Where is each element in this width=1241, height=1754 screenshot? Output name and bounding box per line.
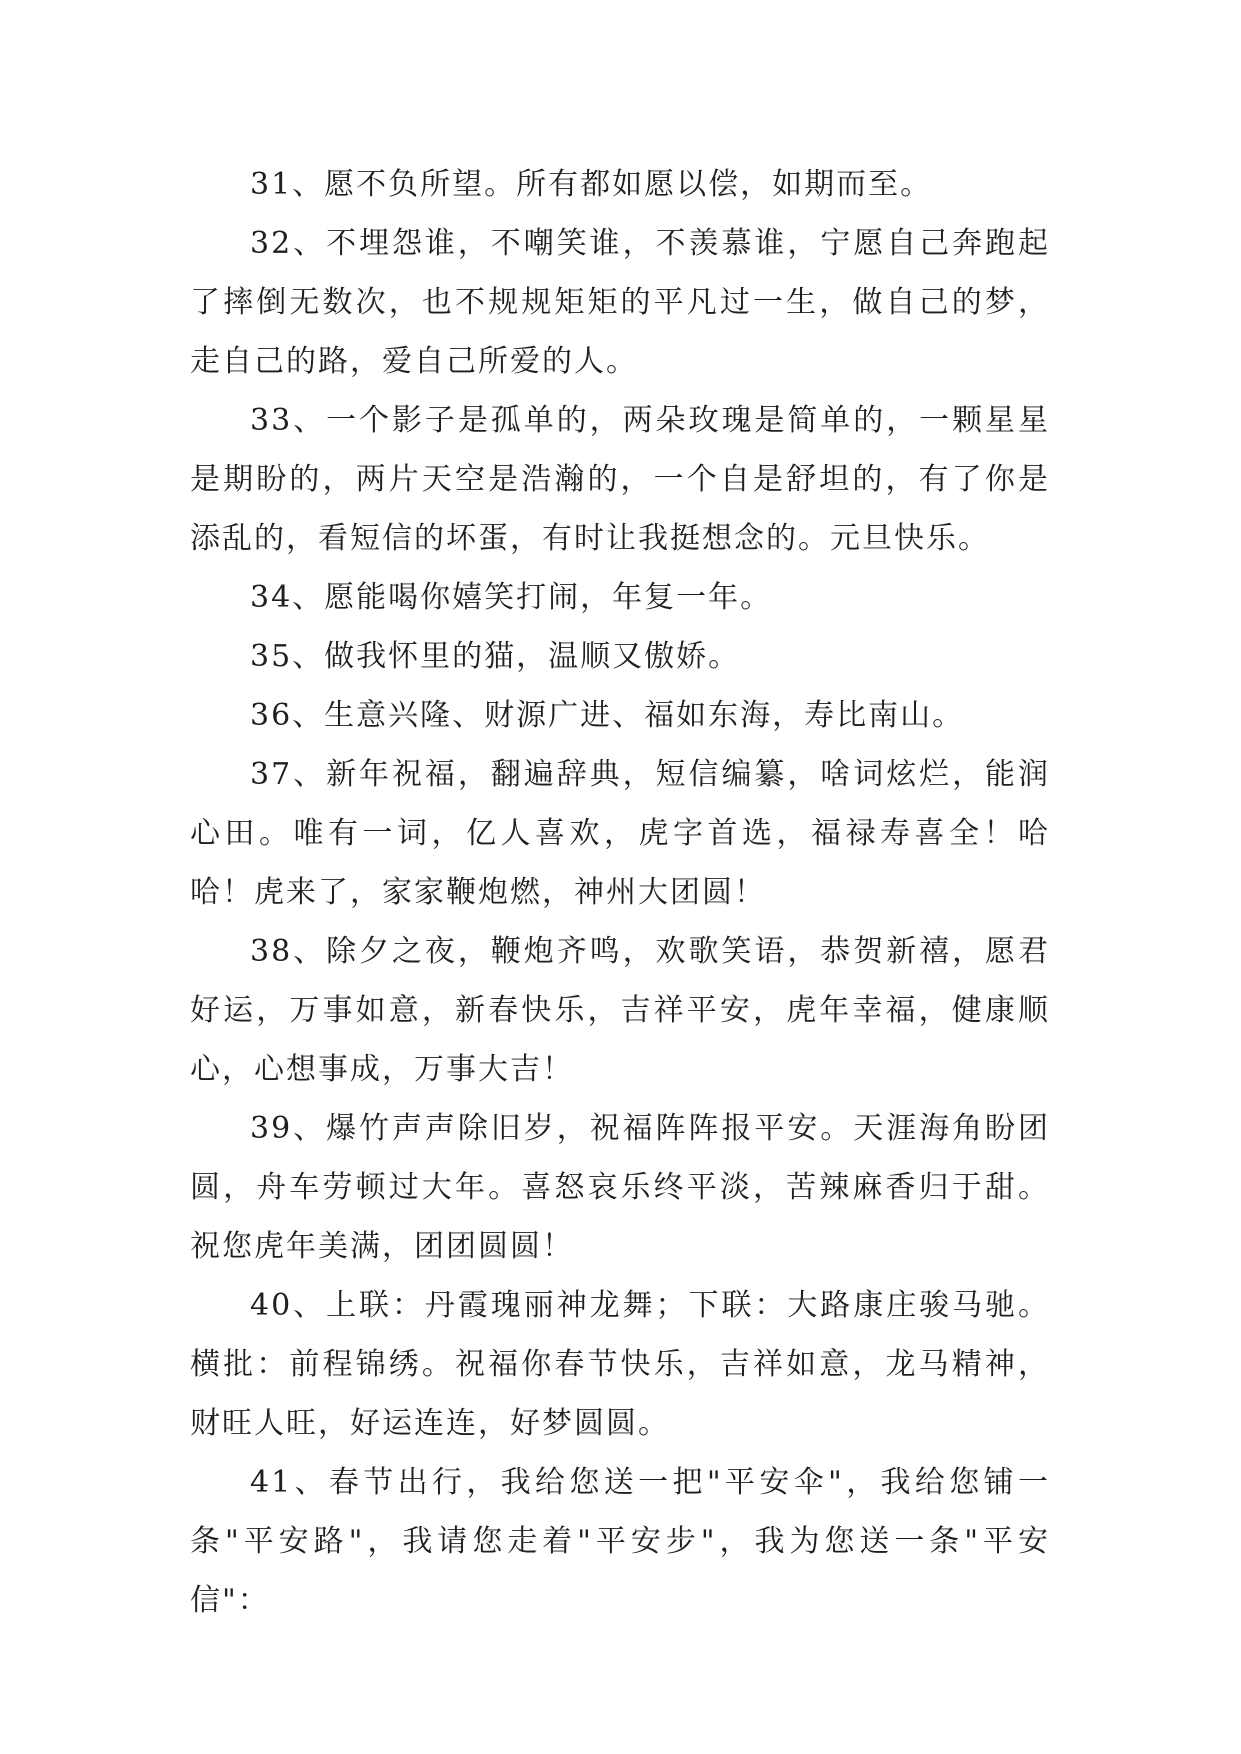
paragraph-39: 39、爆竹声声除旧岁，祝福阵阵报平安。天涯海角盼团圆，舟车劳顿过大年。喜怒哀乐终平淡，苦辣麻香归于甜。祝您虎年美满，团团圆圆！	[190, 1111, 1050, 1264]
paragraph-35: 35、做我怀里的猫，温顺又傲娇。	[250, 639, 741, 674]
paragraph-31: 31、愿不负所望。所有都如愿以偿，如期而至。	[250, 167, 933, 202]
document-body	[190, 155, 1050, 1630]
paragraph-40: 40、上联：丹霞瑰丽神龙舞；下联：大路康庄骏马驰。横批：前程锦绣。祝福你春节快乐，吉祥如意，龙马精神，财旺人旺，好运连连，好梦圆圆。	[190, 1288, 1050, 1441]
paragraph-33: 33、一个影子是孤单的，两朵玫瑰是简单的，一颗星星是期盼的，两片天空是浩瀚的，一个自是舒坦的，有了你是添乱的，看短信的坏蛋，有时让我挺想念的。元旦快乐。	[190, 403, 1050, 556]
paragraph-34: 34、愿能喝你嬉笑打闹，年复一年。	[250, 580, 773, 615]
paragraph-37: 37、新年祝福，翻遍辞典，短信编纂，啥词炫烂，能润心田。唯有一词，亿人喜欢，虎字首选，福禄寿喜全！哈哈！虎来了，家家鞭炮燃，神州大团圆！	[190, 757, 1050, 910]
paragraph-41: 41、春节出行，我给您送一把"平安伞"，我给您铺一条"平安路"，我请您走着"平安步"，我为您送一条"平安信"：	[190, 1465, 1050, 1618]
paragraph-38: 38、除夕之夜，鞭炮齐鸣，欢歌笑语，恭贺新禧，愿君好运，万事如意，新春快乐，吉祥平安，虎年幸福，健康顺心，心想事成，万事大吉！	[190, 934, 1050, 1087]
paragraph-32: 32、不埋怨谁，不嘲笑谁，不羡慕谁，宁愿自己奔跑起了摔倒无数次，也不规规矩矩的平凡过一生，做自己的梦，走自己的路，爱自己所爱的人。	[190, 226, 1050, 379]
paragraph-36: 36、生意兴隆、财源广进、福如东海，寿比南山。	[250, 698, 965, 733]
